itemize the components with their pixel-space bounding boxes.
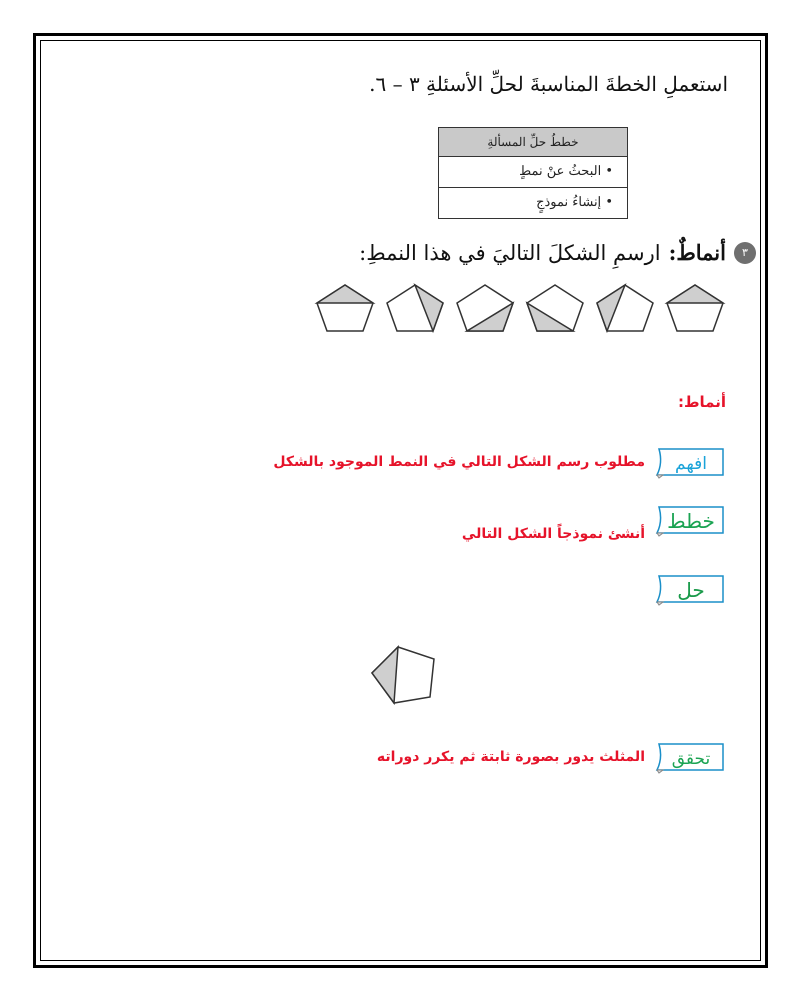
check-badge bbox=[653, 740, 728, 774]
understand-badge bbox=[653, 445, 728, 479]
strategy-row bbox=[439, 187, 627, 218]
shaded-triangle bbox=[317, 285, 373, 303]
question-text: ارسمِ الشكلَ التاليَ في هذا النمطِ: bbox=[359, 240, 661, 265]
pentagon-shape bbox=[457, 285, 513, 331]
strategy-label: البحثُ عنْ نمطٍ bbox=[519, 164, 602, 179]
pentagon-pattern bbox=[313, 283, 733, 333]
question-line bbox=[359, 240, 756, 265]
pentagon-shape bbox=[387, 285, 443, 331]
step-understand bbox=[273, 445, 728, 479]
bullet: • bbox=[605, 164, 613, 179]
badge-label: خطط bbox=[667, 509, 715, 533]
pentagon-shape bbox=[667, 285, 723, 331]
step-text: مطلوب رسم الشكل التالي في النمط الموجود بالشكل bbox=[273, 454, 645, 470]
step-check bbox=[377, 740, 728, 774]
badge-label: افهم bbox=[675, 454, 707, 474]
pentagon-shape bbox=[317, 285, 373, 331]
pentagon-shape bbox=[597, 285, 653, 331]
badge-label: تحقق bbox=[671, 749, 711, 769]
step-text: المثلث يدور بصورة ثابتة ثم يكرر دوراته bbox=[376, 749, 645, 765]
strategy-row bbox=[439, 157, 627, 187]
instruction-text: استعملِ الخطةَ المناسبةَ لحلِّ الأسئلةِ ٣ – ٦. bbox=[369, 72, 728, 96]
step-text: أنشئ نموذجاً الشكل التالي bbox=[461, 526, 645, 542]
shaded-triangle bbox=[667, 285, 723, 303]
strategy-label: إنشاءُ نموذجٍ bbox=[536, 195, 602, 210]
bullet: • bbox=[605, 195, 613, 210]
shaded-triangle bbox=[372, 647, 398, 703]
badge-label: حل bbox=[677, 578, 705, 602]
solution-section-title: أنماط: bbox=[677, 393, 726, 411]
strategies-table bbox=[438, 127, 628, 219]
step-plan bbox=[462, 498, 728, 542]
answer-pentagon bbox=[368, 645, 438, 707]
solve-badge bbox=[653, 572, 728, 606]
question-label: أنماطٌ: bbox=[668, 240, 726, 265]
question-number-badge: ٣ bbox=[734, 242, 756, 264]
plan-badge bbox=[653, 503, 728, 537]
pentagon-shape bbox=[527, 285, 583, 331]
strategies-table-header: خططُ حلِّ المسألةِ bbox=[439, 128, 627, 157]
step-solve bbox=[653, 572, 728, 606]
